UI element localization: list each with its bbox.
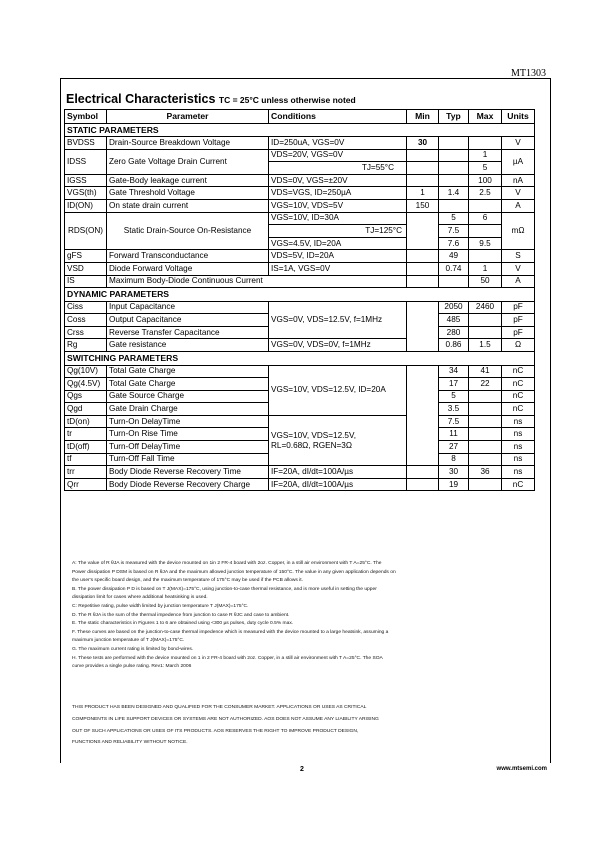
footnote-line: B. The power dissipation P D is based on T J(MAX)=175°C, using junction-to-case thermal resistance, and is more useful in setting the upper [72,586,377,592]
max-cell [469,403,502,416]
footnote-line: maximum junction temperature of T J(MAX)=175°C. [72,638,185,644]
max-cell [469,137,502,150]
table-row [65,199,535,212]
parameter-cell: Gate Threshold Voltage [107,187,269,200]
footnote-line: C: Repetitive rating, pulse width limited by junction temperature T J(MAX)=175°C. [72,603,249,609]
footnote-line: D. The R θJA is the sum of the thermal impedence from junction to case R θJC and case to ambient. [72,612,290,618]
max-cell [469,326,502,339]
website-link[interactable]: www.mtsemi.com [496,766,547,772]
typ-cell: 3.5 [439,403,469,416]
section-title [66,92,356,106]
units-cell: A [502,199,535,212]
max-cell [469,250,502,263]
conditions-cell: VGS=0V, VDS=0V, f=1MHz [269,339,407,352]
units-cell: Ω [502,339,535,352]
typ-cell: 5 [439,212,469,225]
typ-cell: 30 [439,466,469,479]
temp-condition-cell: TJ=125°C [269,225,407,238]
typ-cell [439,275,469,288]
parameter-cell: Gate-Body leakage current [107,174,269,187]
symbol-cell: Coss [65,314,107,327]
table-row [65,301,535,314]
symbol-cell: ID(ON) [65,199,107,212]
table-header [65,110,535,124]
conditions-cell: VDS=20V, VGS=0V [269,149,407,162]
units-cell: ns [502,428,535,441]
min-cell [407,478,439,491]
parameter-cell: Turn-Off Fall Time [107,453,269,466]
parameter-cell: Gate Source Charge [107,390,269,403]
parameter-cell: Drain-Source Breakdown Voltage [107,137,269,150]
table-row [65,466,535,479]
typ-cell: 5 [439,390,469,403]
max-cell [469,453,502,466]
parameter-cell: Body Diode Reverse Recovery Time [107,466,269,479]
max-cell [469,390,502,403]
section-dynamic: DYNAMIC PARAMETERS [65,288,535,302]
typ-cell: 7.5 [439,225,469,238]
footnote-line: the user's specific board design, and the maximum temperature of 175°C may be used if the PCB allows it. [72,578,303,584]
min-cell [407,149,439,162]
units-cell: V [502,137,535,150]
max-cell: 2.5 [469,187,502,200]
symbol-cell: tr [65,428,107,441]
min-cell [407,301,439,351]
electrical-characteristics-table [64,109,535,491]
units-cell: nA [502,174,535,187]
typ-cell: 0.86 [439,339,469,352]
page-number: 2 [300,766,304,773]
header-typ: Typ [439,110,469,124]
units-cell: ns [502,415,535,428]
symbol-cell: tf [65,453,107,466]
units-cell: nC [502,378,535,391]
footnote-line: A: The value of R θJA is measured with the device mounted on 1in 2 FR-4 board with 2oz. Copper, in a still air environment with T A=25°C. The [72,561,382,566]
max-cell: 100 [469,174,502,187]
conditions-cell: IF=20A, dI/dt=100A/µs [269,478,407,491]
min-cell [407,365,439,466]
table-row [65,415,535,428]
units-cell: pF [502,314,535,327]
symbol-cell: Qg(4.5V) [65,378,107,391]
symbol-cell: Qrr [65,478,107,491]
conditions-cell [269,415,407,465]
units-cell: S [502,250,535,263]
header-units: Units [502,110,535,124]
typ-cell: 19 [439,478,469,491]
typ-cell [439,199,469,212]
max-cell [469,478,502,491]
typ-cell: 17 [439,378,469,391]
header-min: Min [407,110,439,124]
typ-cell [439,174,469,187]
max-cell: 36 [469,466,502,479]
table-row [65,478,535,491]
table-row [65,212,535,225]
header-max: Max [469,110,502,124]
symbol-cell: Crss [65,326,107,339]
units-cell: pF [502,326,535,339]
footnote-line: H. These tests are performed with the device mounted on 1 in 2 FR-4 board with 2oz. Copper, in a still air environment with T A=25°C. The SOA [72,655,383,661]
parameter-cell: Static Drain-Source On-Resistance [107,212,269,250]
disclaimer-line: OUT OF SUCH APPLICATIONS OR USES OF ITS PRODUCTS. AOS RESERVES THE RIGHT TO IMPROVE PRODUCT DESIGN, [72,728,359,734]
footnotes [72,560,452,672]
symbol-cell: Qgd [65,403,107,416]
conditions-cell: IF=20A, dI/dt=100A/µs [269,466,407,479]
units-cell: nC [502,403,535,416]
symbol-cell: Qgs [65,390,107,403]
parameter-cell: Output Capacitance [107,314,269,327]
section-static: STATIC PARAMETERS [65,123,535,137]
table-row [65,275,535,288]
min-cell [407,162,439,175]
min-cell: 30 [407,137,439,150]
max-cell: 5 [469,162,502,175]
max-cell [469,199,502,212]
min-cell [407,275,439,288]
max-cell: 22 [469,378,502,391]
symbol-cell: IDSS [65,149,107,174]
parameter-cell: Forward Transconductance [107,250,269,263]
parameter-cell: Turn-On Rise Time [107,428,269,441]
max-cell: 50 [469,275,502,288]
conditions-cell: VGS=10V, ID=30A [269,212,407,225]
parameter-cell: Input Capacitance [107,301,269,314]
typ-cell [439,149,469,162]
typ-cell [439,162,469,175]
parameter-cell: On state drain current [107,199,269,212]
parameter-cell: Gate resistance [107,339,269,352]
max-cell: 2460 [469,301,502,314]
parameter-cell: Total Gate Charge [107,378,269,391]
max-cell: 41 [469,365,502,378]
symbol-cell: VSD [65,262,107,275]
units-cell: µA [502,149,535,174]
max-cell [469,415,502,428]
max-cell: 6 [469,212,502,225]
parameter-cell: Total Gate Charge [107,365,269,378]
symbol-cell: VGS(th) [65,187,107,200]
typ-cell: 2050 [439,301,469,314]
disclaimer-line: THIS PRODUCT HAS BEEN DESIGNED AND QUALIFIED FOR THE CONSUMER MARKET. APPLICATIONS OR USES AS CRITICAL [72,705,367,710]
units-cell: ns [502,453,535,466]
section-switching: SWITCHING PARAMETERS [65,352,535,366]
max-cell [469,314,502,327]
parameter-cell: Body Diode Reverse Recovery Charge [107,478,269,491]
units-cell: ns [502,466,535,479]
header-parameter: Parameter [107,110,269,124]
typ-cell: 34 [439,365,469,378]
units-cell: A [502,275,535,288]
typ-cell: 0.74 [439,262,469,275]
typ-cell [439,137,469,150]
typ-cell: 280 [439,326,469,339]
conditions-cell: ID=250uA, VGS=0V [269,137,407,150]
conditions-cell: VGS=4.5V, ID=20A [269,237,407,250]
symbol-cell: tD(off) [65,441,107,454]
units-cell: V [502,187,535,200]
title-condition: TC = 25°C unless otherwise noted [218,95,356,105]
parameter-cell: Reverse Transfer Capacitance [107,326,269,339]
parameter-cell: Turn-On DelayTime [107,415,269,428]
temp-condition-cell: TJ=55°C [269,162,407,175]
switch-condition-line-1: VGS=10V, VDS=12.5V, [271,430,356,440]
typ-cell: 11 [439,428,469,441]
symbol-cell: RDS(ON) [65,212,107,250]
footnote-line: G. The maximum current rating is limited by bond-wires. [72,646,194,652]
conditions-cell: VGS=10V, VDS=5V [269,199,407,212]
symbol-cell: IGSS [65,174,107,187]
min-cell [407,262,439,275]
parameter-cell: Zero Gate Voltage Drain Current [107,149,269,174]
table-row [65,187,535,200]
typ-cell: 485 [439,314,469,327]
footnote-line: E. The static characteristics in Figures 1 to 6 are obtained using <300 µs pulses, duty cycle 0.5% max. [72,621,294,627]
disclaimer-line: COMPONENTS IN LIFE SUPPORT DEVICES OR SYSTEMS ARE NOT AUTHORIZED. AOS DOES NOT ASSUME ANY LIABILITY ARISING [72,716,379,722]
disclaimer [72,702,452,749]
conditions-cell: IS=1A, VGS=0V [269,262,407,275]
symbol-cell: BVDSS [65,137,107,150]
footnote-line: dissipation limit for cases where additional heatsinking is used. [72,595,208,601]
parameter-cell: Maximum Body-Diode Continuous Current [107,275,407,288]
max-cell [469,428,502,441]
min-cell: 150 [407,199,439,212]
symbol-cell: tD(on) [65,415,107,428]
typ-cell: 1.4 [439,187,469,200]
title-text: Electrical Characteristics [66,92,216,106]
symbol-cell: IS [65,275,107,288]
symbol-cell: Qg(10V) [65,365,107,378]
units-cell: nC [502,390,535,403]
header-symbol: Symbol [65,110,107,124]
parameter-cell: Gate Drain Charge [107,403,269,416]
max-cell [469,441,502,454]
parameter-cell: Diode Forward Voltage [107,262,269,275]
max-cell: 1 [469,149,502,162]
max-cell: 9.5 [469,237,502,250]
table-row [65,262,535,275]
min-cell: 1 [407,187,439,200]
typ-cell: 7.6 [439,237,469,250]
units-cell: pF [502,301,535,314]
table-row [65,174,535,187]
footnote-line: Power dissipation P DSM is based on R θJA and the maximum allowed junction temperature of 150°C. The value in any given application depends on [72,569,396,575]
typ-cell: 27 [439,441,469,454]
units-cell: nC [502,478,535,491]
conditions-cell: VDS=VGS, ID=250µA [269,187,407,200]
max-cell: 1 [469,262,502,275]
table-row [65,339,535,352]
min-cell [407,212,439,250]
symbol-cell: Ciss [65,301,107,314]
conditions-cell: VDS=0V, VGS=±20V [269,174,407,187]
max-cell [469,225,502,238]
table-row [65,250,535,263]
conditions-cell: VDS=5V, ID=20A [269,250,407,263]
header-conditions: Conditions [269,110,407,124]
symbol-cell: Rg [65,339,107,352]
units-cell: mΩ [502,212,535,250]
typ-cell: 49 [439,250,469,263]
symbol-cell: gFS [65,250,107,263]
switch-condition-line-2: RL=0.68Ω, RGEN=3Ω [271,440,352,450]
table-row [65,149,535,162]
units-cell: ns [502,441,535,454]
min-cell [407,466,439,479]
max-cell: 1.5 [469,339,502,352]
disclaimer-line: FUNCTIONS AND RELIABILITY WITHOUT NOTICE. [72,740,188,746]
symbol-cell: trr [65,466,107,479]
footnote-line: F. These curves are based on the junction-to-case thermal impedence which is measured with the device mounted to a large heatsink, assuming a [72,629,389,635]
table-row [65,137,535,150]
units-cell: nC [502,365,535,378]
typ-cell: 7.5 [439,415,469,428]
conditions-cell: VGS=0V, VDS=12.5V, f=1MHz [269,301,407,339]
units-cell: V [502,262,535,275]
conditions-cell: VGS=10V, VDS=12.5V, ID=20A [269,365,407,415]
part-number: MT1303 [511,68,546,79]
min-cell [407,250,439,263]
footnote-line: curve provides a single pulse rating. Rev1: March 2006 [72,664,192,670]
table-row [65,365,535,378]
min-cell [407,174,439,187]
typ-cell: 8 [439,453,469,466]
parameter-cell: Turn-Off DelayTime [107,441,269,454]
